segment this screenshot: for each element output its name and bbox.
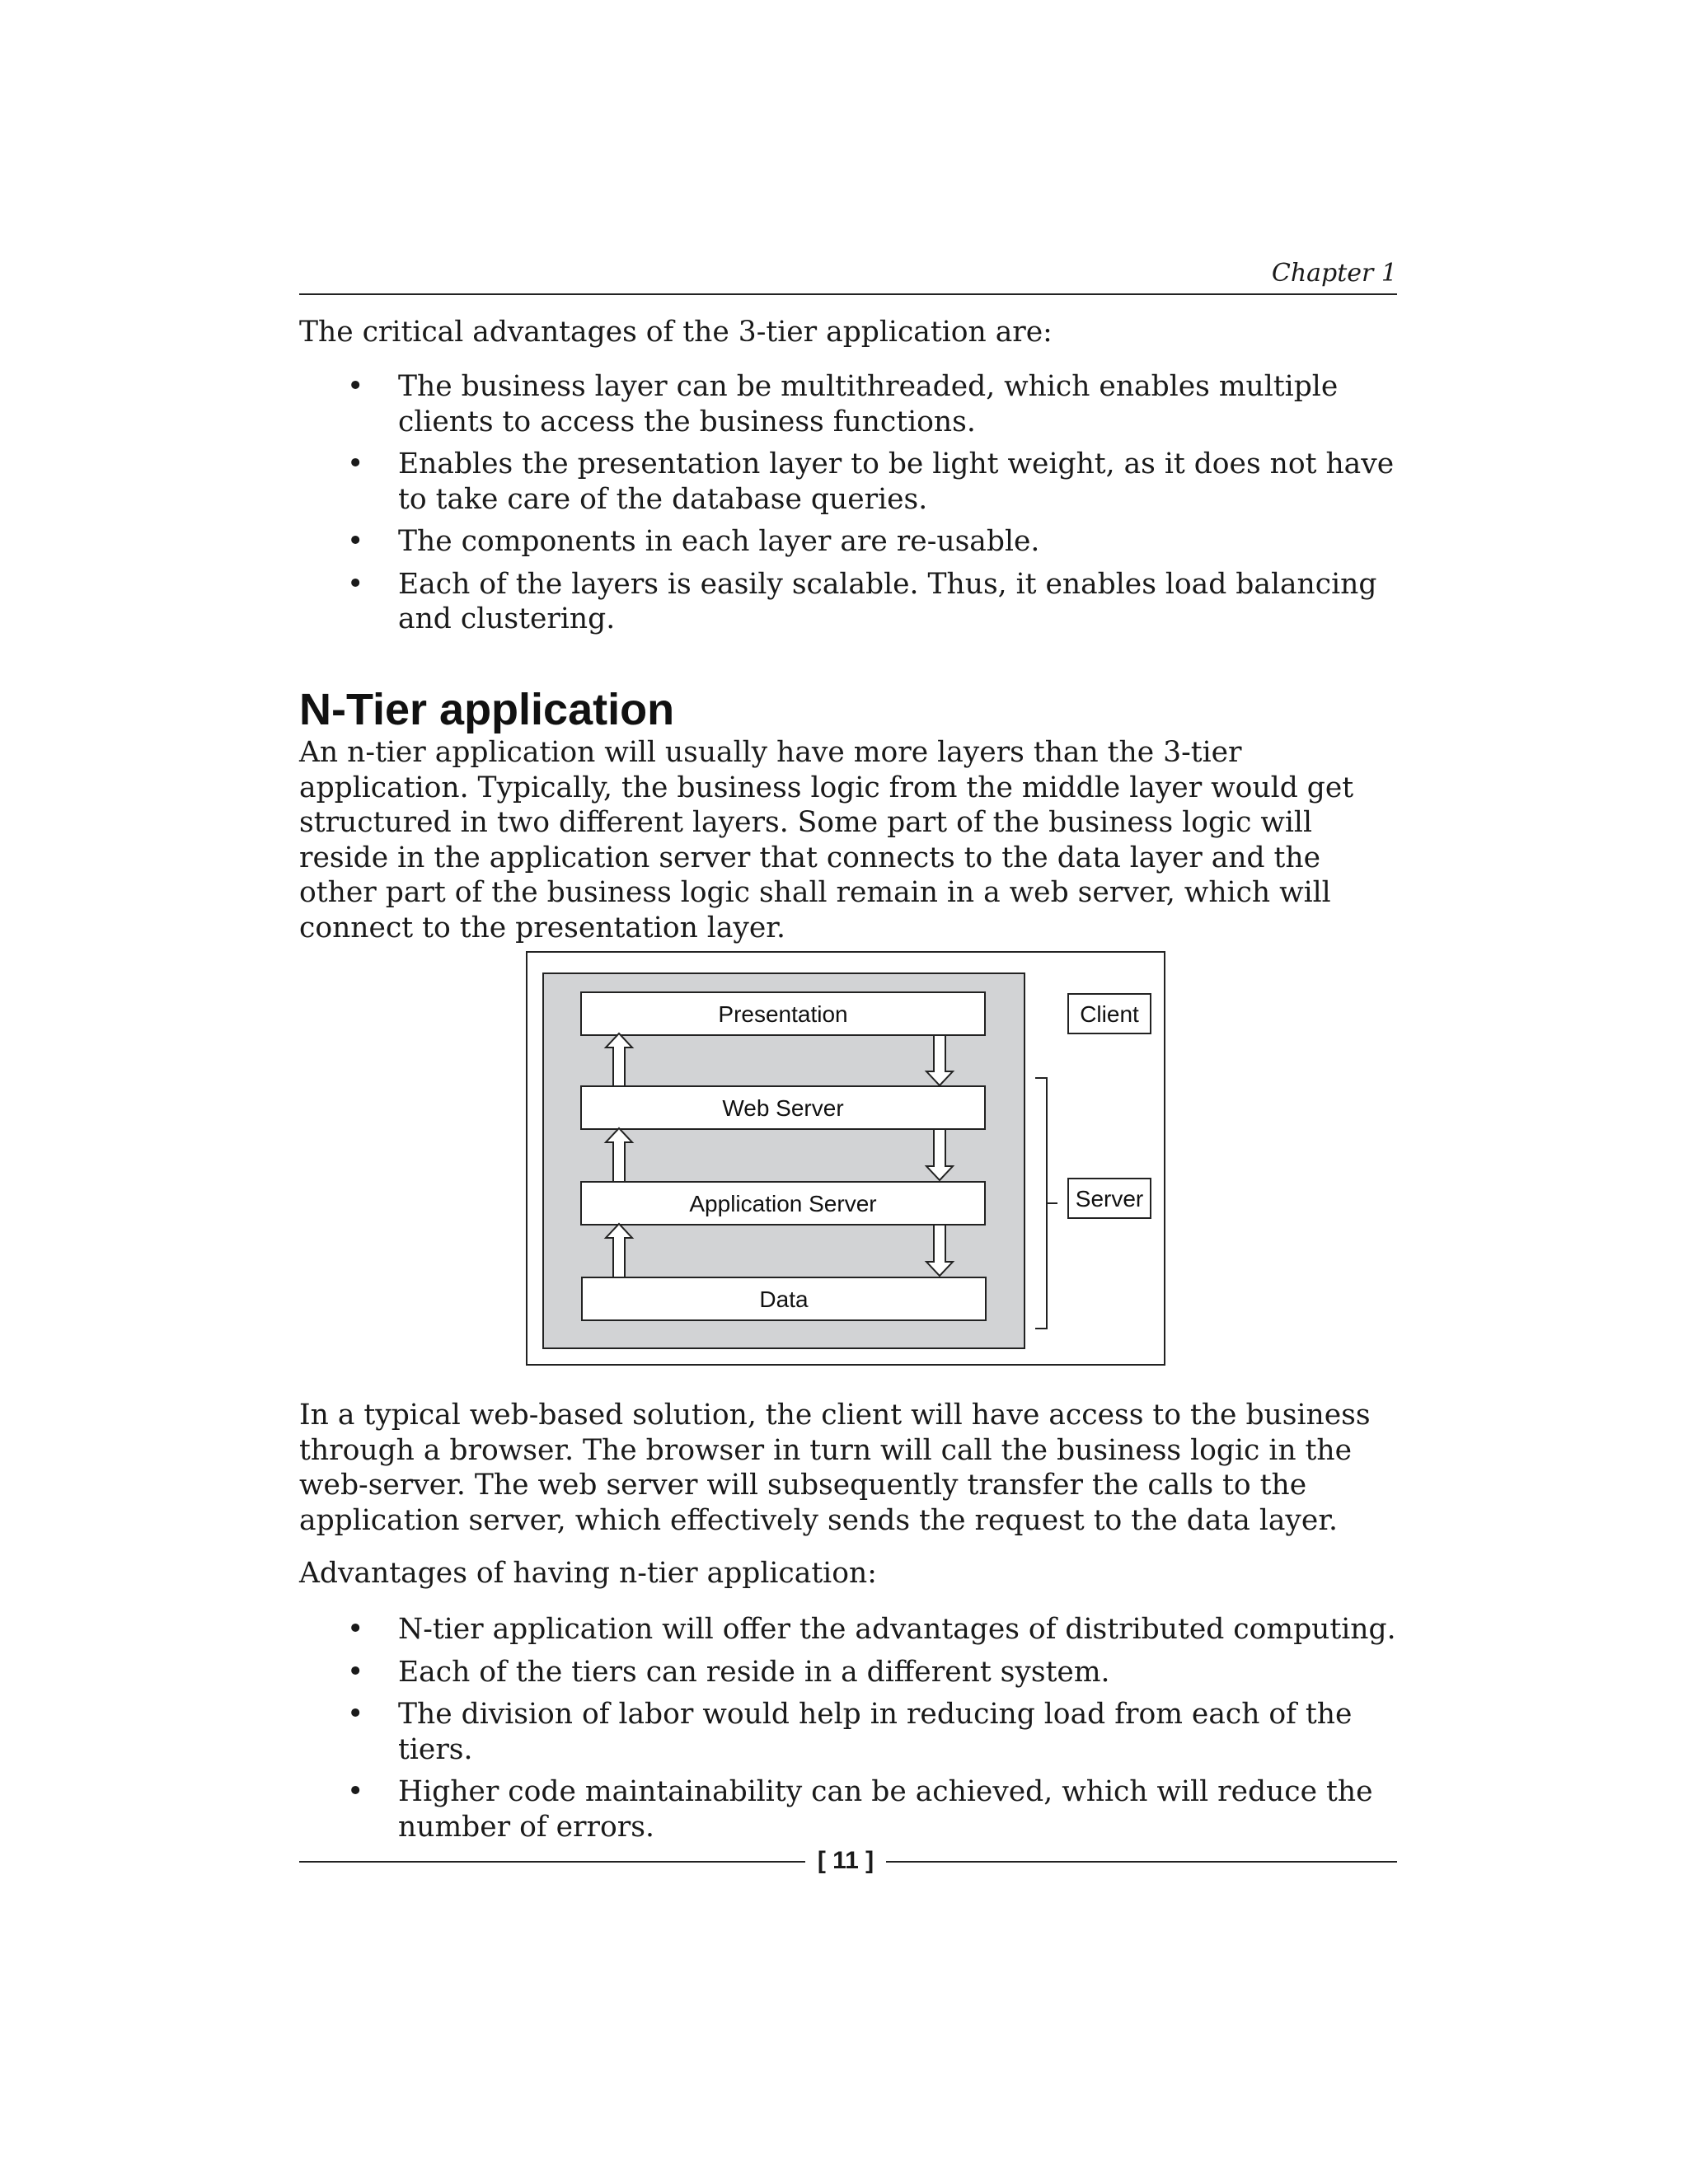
list-item — [299, 1774, 1397, 1844]
list-item-text: N-tier application will offer the advantages of distributed computing. — [398, 1613, 1396, 1646]
bullet-icon: • — [347, 567, 364, 601]
n-tier-diagram — [526, 951, 1165, 1366]
server-label: Server — [1075, 1186, 1144, 1212]
header-rule — [299, 293, 1397, 295]
section-paragraph-text: An n-tier application will usually have more layers than the 3-tier application. Typically, the business logic from the middle layer would get structured in two different layers. Some part of the business logic will reside in the application server that connects to the data layer and the other part of the business logic shall remain in a web server, which will connect to the presentation layer. — [299, 736, 1354, 944]
application-server-layer-label: Application Server — [689, 1191, 877, 1216]
list-item — [299, 1655, 1397, 1690]
section-paragraph — [299, 735, 1397, 945]
bullet-icon: • — [347, 1698, 364, 1731]
intro-bullet-list — [299, 369, 1397, 644]
list-item — [299, 1612, 1397, 1647]
footer-rule-right — [886, 1861, 1397, 1863]
bullet-icon: • — [347, 1655, 364, 1689]
closing-paragraph-text: In a typical web-based solution, the client will have access to the business through a browser. The browser in turn will call the business logic in the web-server. The web server will subsequently transfer the calls to the application server, which effectively sends the request to the data layer. — [299, 1399, 1371, 1537]
list-item — [299, 567, 1397, 637]
presentation-layer-label: Presentation — [718, 1001, 848, 1027]
list-item-text: The division of labor would help in reducing load from each of the tiers. — [398, 1698, 1353, 1766]
footer-rule-left — [299, 1861, 805, 1863]
bullet-icon: • — [347, 448, 364, 480]
closing-lead — [299, 1556, 1397, 1591]
list-item — [299, 1697, 1397, 1767]
closing-lead-text: Advantages of having n-tier application: — [299, 1557, 877, 1590]
bullet-icon: • — [347, 370, 364, 403]
page-number: [ 11 ] — [817, 1847, 874, 1874]
bullet-icon: • — [347, 1613, 364, 1646]
bullet-icon: • — [347, 525, 364, 558]
list-item — [299, 447, 1397, 517]
data-layer-label: Data — [759, 1286, 809, 1312]
list-item-text: Enables the presentation layer to be light weight, as it does not have to take care of the database queries. — [398, 448, 1395, 516]
list-item-text: Each of the layers is easily scalable. Thus, it enables load balancing and clustering. — [398, 567, 1377, 635]
list-item — [299, 524, 1397, 560]
bullet-icon: • — [347, 1775, 364, 1808]
client-label: Client — [1080, 1001, 1139, 1027]
list-item-text: Each of the tiers can reside in a different system. — [398, 1655, 1110, 1689]
list-item — [299, 369, 1397, 439]
list-item-text: The business layer can be multithreaded, which enables multiple clients to access the business functions. — [398, 370, 1339, 438]
list-item-text: The components in each layer are re-usable. — [398, 525, 1040, 558]
running-header: Chapter 1 — [1271, 259, 1397, 288]
web-server-layer-label: Web Server — [722, 1095, 844, 1121]
closing-bullet-list — [299, 1612, 1397, 1852]
intro-lead — [299, 315, 1397, 350]
list-item-text: Higher code maintainability can be achieved, which will reduce the number of errors. — [398, 1775, 1373, 1844]
section-heading: N-Tier application — [299, 685, 675, 734]
intro-lead-text: The critical advantages of the 3-tier application are: — [299, 316, 1053, 349]
closing-paragraph — [299, 1398, 1397, 1538]
n-tier-diagram-svg — [526, 951, 1165, 1366]
